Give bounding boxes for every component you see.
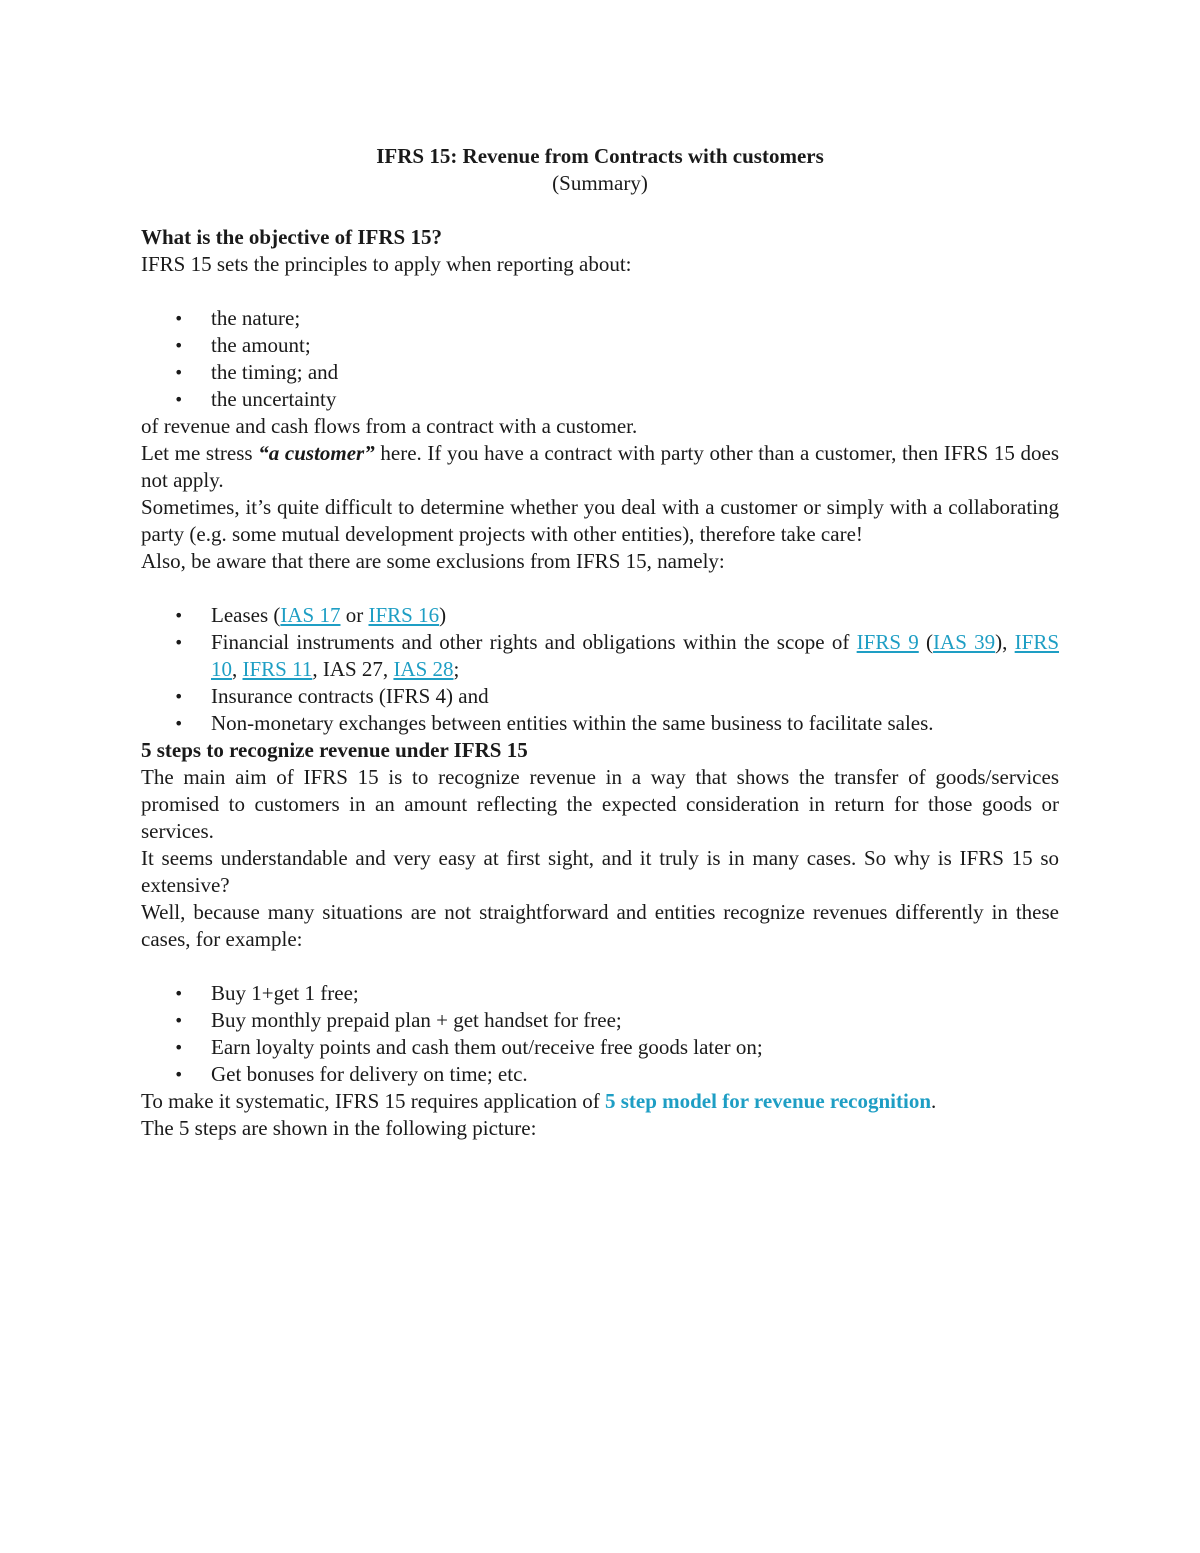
link-ifrs-9[interactable]: IFRS 9 (856, 630, 919, 654)
link-ifrs-11[interactable]: IFRS 11 (242, 657, 313, 681)
bullet-icon: • (174, 336, 184, 355)
examples-list (141, 980, 1059, 1088)
exclusions-list (141, 602, 1059, 737)
section-heading-objective: What is the objective of IFRS 15? (141, 225, 442, 249)
bullet-icon: • (174, 1038, 184, 1057)
document-subtitle: (Summary) (552, 171, 648, 195)
bullet-icon: • (174, 687, 184, 706)
list-item: • Buy monthly prepaid plan + get handset for free; (174, 1008, 622, 1032)
document-page (141, 142, 1059, 1142)
after-list-text: of revenue and cash flows from a contract with a customer. (141, 414, 638, 438)
bullet-icon: • (174, 984, 184, 1003)
objective-intro: IFRS 15 sets the principles to apply when reporting about: (141, 252, 632, 276)
list-item: • the nature; (174, 306, 301, 330)
bullet-icon: • (174, 606, 184, 625)
customer-emphasis: “a customer” (258, 441, 375, 465)
bullet-icon: • (174, 1065, 184, 1084)
bullet-icon: • (174, 714, 184, 733)
spacer (141, 575, 1059, 602)
main-aim-paragraph: The main aim of IFRS 15 is to recognize revenue in a way that shows the transfer of goods/services promised to customers in an amount reflecting the expected consideration in return for those goods or services. (141, 765, 1059, 843)
link-five-step-model[interactable]: 5 step model for revenue recognition (604, 1089, 931, 1113)
stress-paragraph: Let me stress “a customer” here. If you have a contract with party other than a customer, then IFRS 15 does not apply. (141, 441, 1059, 492)
list-item: • Earn loyalty points and cash them out/receive free goods later on; (174, 1035, 763, 1059)
section-heading-five-steps: 5 steps to recognize revenue under IFRS 15 (141, 738, 528, 762)
bullet-icon: • (174, 633, 184, 652)
list-item: • the amount; (174, 333, 311, 357)
link-ifrs-16[interactable]: IFRS 16 (368, 603, 440, 627)
understandable-paragraph: It seems understandable and very easy at first sight, and it truly is in many cases. So why is IFRS 15 so extensive? (141, 846, 1059, 897)
link-ifrs-10[interactable]: IFRS 10 (211, 630, 1060, 681)
exclusions-intro: Also, be aware that there are some exclusions from IFRS 15, namely: (141, 549, 725, 573)
link-ias-28[interactable]: IAS 28 (393, 657, 454, 681)
bullet-icon: • (174, 390, 184, 409)
bullet-icon: • (174, 1011, 184, 1030)
closing-text: The 5 steps are shown in the following picture: (141, 1116, 537, 1140)
sometimes-paragraph: Sometimes, it’s quite difficult to determine whether you deal with a customer or simply with a collaborating party (e.g. some mutual development projects with other entities), therefore take care! (141, 495, 1059, 546)
list-item: • the uncertainty (174, 387, 337, 411)
document-title: IFRS 15: Revenue from Contracts with customers (376, 144, 824, 168)
list-item: • the timing; and (174, 360, 339, 384)
bullet-icon: • (174, 309, 184, 328)
list-item: • Buy 1+get 1 free; (174, 981, 359, 1005)
systematic-paragraph: To make it systematic, IFRS 15 requires application of 5 step model for revenue recognition. (141, 1089, 937, 1113)
spacer (141, 953, 1059, 980)
list-item-leases: • Leases (IAS 17 or IFRS 16) (174, 603, 447, 627)
link-ias-17[interactable]: IAS 17 (280, 603, 341, 627)
list-item-financial: • Financial instruments and other rights and obligations within the scope of IFRS 9 (IAS 39), IFRS 10, IFRS 11, IAS 27, IAS 28; (174, 630, 1060, 681)
list-item-nonmonetary: • Non-monetary exchanges between entities within the same business to facilitate sales. (174, 711, 934, 735)
objective-list (141, 305, 1059, 413)
list-item-insurance: • Insurance contracts (IFRS 4) and (174, 684, 489, 708)
situations-paragraph: Well, because many situations are not straightforward and entities recognize revenues differently in these cases, for example: (141, 900, 1059, 951)
list-item: • Get bonuses for delivery on time; etc. (174, 1062, 528, 1086)
spacer (141, 278, 1059, 305)
link-ias-39[interactable]: IAS 39 (933, 630, 996, 654)
bullet-icon: • (174, 363, 184, 382)
